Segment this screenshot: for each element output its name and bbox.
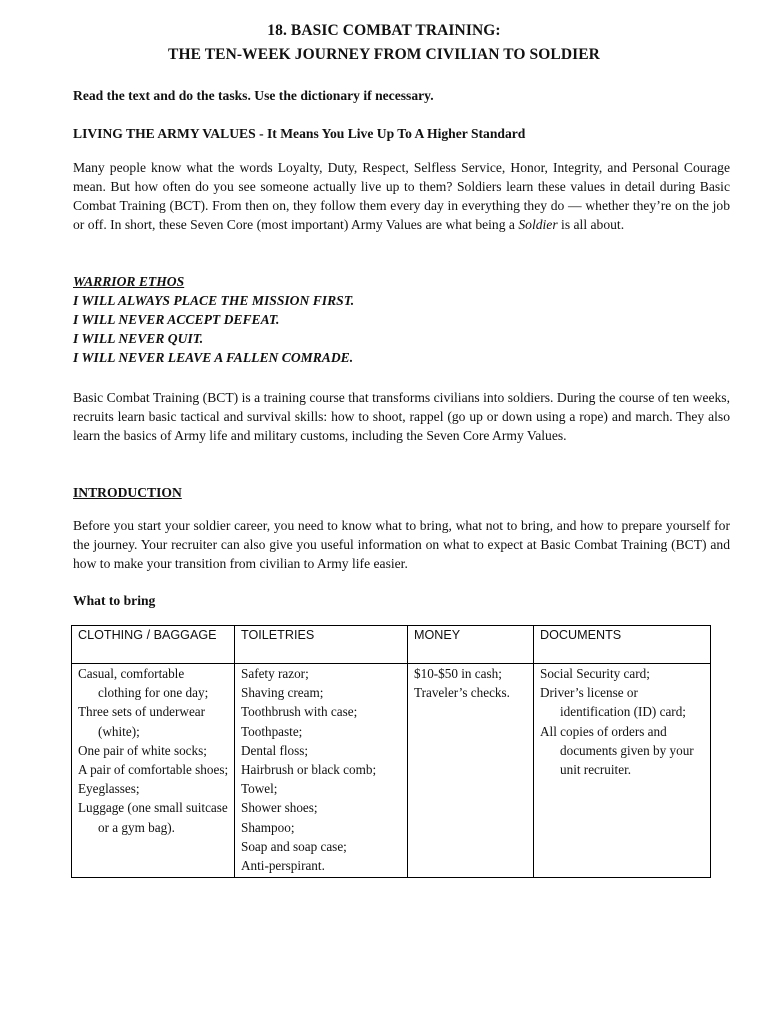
list-item: Social Security card; <box>540 666 650 681</box>
header-documents: DOCUMENTS <box>534 626 711 664</box>
list-item: Toothpaste; <box>241 723 303 739</box>
what-to-bring-heading: What to bring <box>73 593 156 608</box>
paragraph-army-values-italic: Soldier <box>518 217 558 232</box>
toiletries-cell <box>235 664 408 878</box>
header-toiletries: TOILETRIES <box>235 626 408 664</box>
list-item: Shampoo; <box>241 819 295 835</box>
list-item: Luggage (one small suitcase or a gym bag). <box>78 800 228 835</box>
header-clothing: CLOTHING / BAGGAGE <box>72 626 235 664</box>
instruction: Read the text and do the tasks. Use the dictionary if necessary. <box>73 88 434 103</box>
paragraph-bct: Basic Combat Training (BCT) is a training course that transforms civilians into soldiers. During the course of ten weeks, recruits learn basic tactical and survival skills: how to shoot, rappel (go up or down using a rope) and march. They also learn the basics of Army life and military customs, including the Seven Core Army Values. <box>73 390 730 443</box>
list-item: Three sets of underwear (white); <box>78 704 206 739</box>
introduction-heading: INTRODUCTION <box>73 485 182 500</box>
table-header-row <box>72 626 711 664</box>
clothing-cell <box>72 664 235 878</box>
list-item: $10-$50 in cash; <box>414 666 502 681</box>
paragraph-army-values <box>73 158 730 234</box>
paragraph-army-values-text: Many people know what the words Loyalty, Duty, Respect, Selfless Service, Honor, Integrity, and Personal Courage mean. But how often do you see someone actually live up to them? Soldiers learn these values in detail during Basic Combat Training (BCT). From then on, they follow them every day in everything they do — whether they’re on the job or off. In short, these Seven Core (most important) Army Values are what being a <box>73 160 730 232</box>
list-item: Eyeglasses; <box>78 781 140 797</box>
list-item: Towel; <box>241 781 278 797</box>
paragraph-introduction: Before you start your soldier career, you need to know what to bring, what not to bring, and how to prepare yourself for the journey. Your recruiter can also give you useful information on what to expect at Basic Combat Training (BCT) and how to make your transition from civilian to Army life easier. <box>73 518 730 571</box>
table-row <box>72 664 711 878</box>
list-item: Casual, comfortable clothing for one day; <box>78 666 209 701</box>
title-line-2: THE TEN-WEEK JOURNEY FROM CIVILIAN TO SOLDIER <box>168 46 600 63</box>
list-item: Traveler’s checks. <box>414 685 510 701</box>
ethos-line: I WILL NEVER ACCEPT DEFEAT. <box>73 312 280 327</box>
list-item: Soap and soap case; <box>241 838 347 854</box>
ethos-line: I WILL NEVER QUIT. <box>73 331 204 346</box>
list-item: Shower shoes; <box>241 800 318 816</box>
list-item: Shaving cream; <box>241 685 324 701</box>
ethos-line: I WILL NEVER LEAVE A FALLEN COMRADE. <box>73 350 354 365</box>
warrior-ethos <box>73 272 730 367</box>
list-item: A pair of comfortable shoes; <box>78 762 229 778</box>
list-item: Toothbrush with case; <box>241 704 358 720</box>
header-money: MONEY <box>408 626 534 664</box>
list-item: Driver’s license or identification (ID) card; <box>540 685 686 720</box>
section-heading: LIVING THE ARMY VALUES - It Means You Live Up To A Higher Standard <box>73 126 526 141</box>
paragraph-army-values-end: is all about. <box>557 217 625 232</box>
warrior-ethos-heading: WARRIOR ETHOS <box>73 274 185 289</box>
list-item: Anti-perspirant. <box>241 858 325 874</box>
list-item: All copies of orders and documents given by your unit recruiter. <box>540 723 694 778</box>
money-cell <box>408 664 534 878</box>
documents-cell <box>534 664 711 878</box>
list-item: Safety razor; <box>241 666 309 681</box>
what-to-bring-table <box>71 625 711 878</box>
list-item: Dental floss; <box>241 742 309 758</box>
list-item: Hairbrush or black comb; <box>241 762 377 778</box>
title-line-1: 18. BASIC COMBAT TRAINING: <box>267 22 501 39</box>
list-item: One pair of white socks; <box>78 742 207 758</box>
ethos-line: I WILL ALWAYS PLACE THE MISSION FIRST. <box>73 293 355 308</box>
